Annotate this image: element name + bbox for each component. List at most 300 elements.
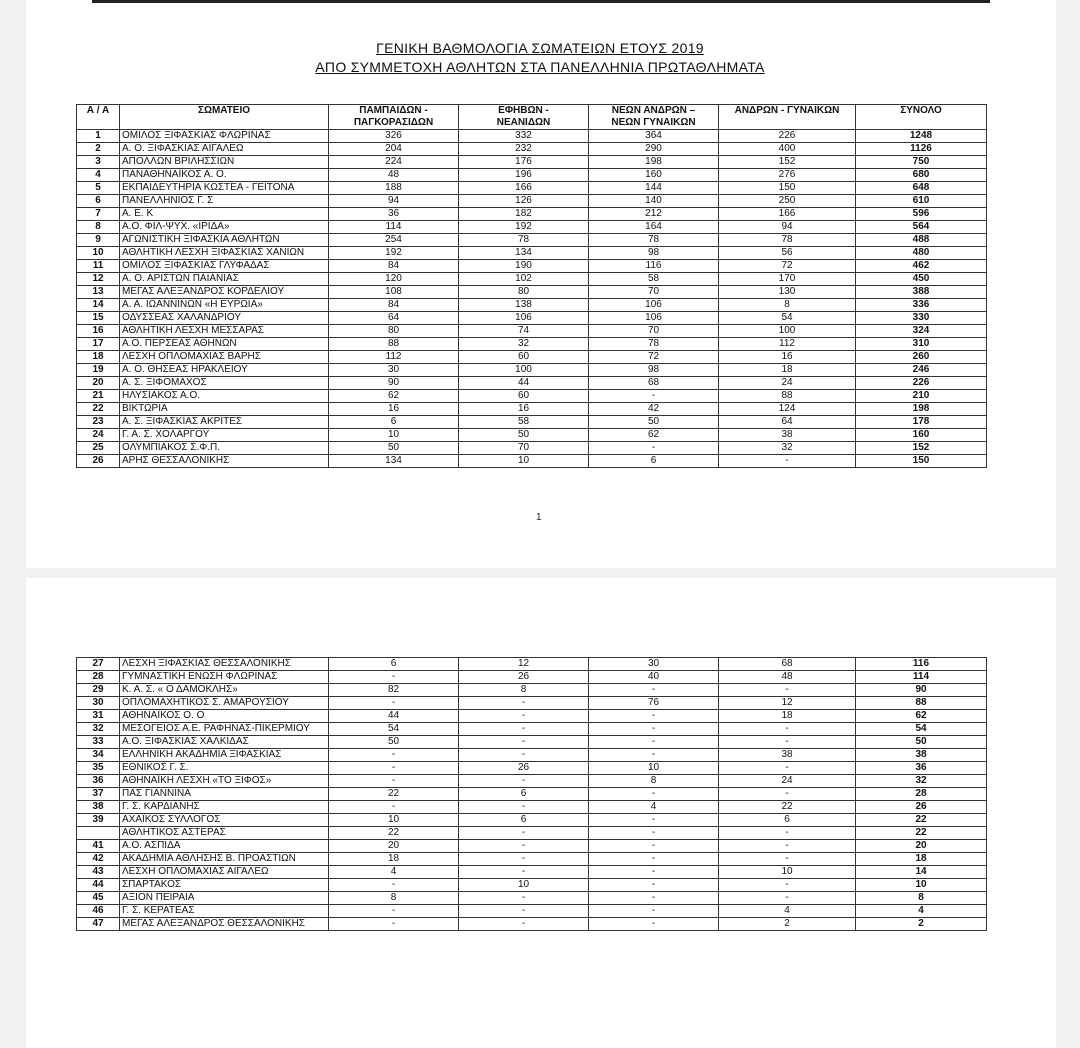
rank-cell: 19 [77, 364, 120, 377]
table-row [77, 221, 987, 234]
table-row [77, 143, 987, 156]
efivon-cell: 166 [459, 182, 589, 195]
andron-cell: 100 [719, 325, 856, 338]
pampaidon-cell: 254 [329, 234, 459, 247]
total-cell: 22 [856, 814, 987, 827]
club-name-cell: ΛΕΣΧΗ ΞΙΦΑΣΚΙΑΣ ΘΕΣΣΑΛΟΝΙΚΗΣ [120, 658, 329, 671]
efivon-cell: - [459, 710, 589, 723]
andron-cell: 32 [719, 442, 856, 455]
andron-cell: 130 [719, 286, 856, 299]
total-cell: 116 [856, 658, 987, 671]
neon-cell: 78 [589, 234, 719, 247]
efivon-cell: 16 [459, 403, 589, 416]
club-name-cell: Α. Σ. ΞΙΦΟΜΑΧΟΣ [120, 377, 329, 390]
neon-cell: - [589, 866, 719, 879]
andron-cell: 8 [719, 299, 856, 312]
table-row [77, 260, 987, 273]
total-cell: 28 [856, 788, 987, 801]
pampaidon-cell: - [329, 762, 459, 775]
table-row [77, 325, 987, 338]
efivon-cell: 44 [459, 377, 589, 390]
neon-cell: - [589, 684, 719, 697]
club-name-cell: ΑΘΛΗΤΙΚΗ ΛΕΣΧΗ ΞΙΦΑΣΚΙΑΣ ΧΑΝΙΩΝ [120, 247, 329, 260]
club-name-cell: ΟΜΙΛΟΣ ΞΙΦΑΣΚΙΑΣ ΦΛΩΡΙΝΑΣ [120, 130, 329, 143]
total-cell: 20 [856, 840, 987, 853]
club-name-cell: ΠΑΝΕΛΛΗΝΙΟΣ Γ. Σ [120, 195, 329, 208]
andron-cell: 124 [719, 403, 856, 416]
pampaidon-cell: 50 [329, 442, 459, 455]
efivon-cell: - [459, 827, 589, 840]
club-name-cell: ΣΠΑΡΤΑΚΟΣ [120, 879, 329, 892]
table-row [77, 182, 987, 195]
andron-cell: - [719, 892, 856, 905]
neon-cell: 68 [589, 377, 719, 390]
efivon-cell: 182 [459, 208, 589, 221]
rank-cell: 21 [77, 390, 120, 403]
neon-cell: 62 [589, 429, 719, 442]
rank-cell: 17 [77, 338, 120, 351]
efivon-cell: 196 [459, 169, 589, 182]
table-row [77, 416, 987, 429]
club-name-cell: ΑΘΗΝΑΪΚΟΣ Ο. Ο [120, 710, 329, 723]
neon-cell: - [589, 879, 719, 892]
ranking-table-page-2 [76, 657, 987, 931]
total-cell: 178 [856, 416, 987, 429]
pampaidon-cell: 192 [329, 247, 459, 260]
table-row [77, 749, 987, 762]
header-club: ΣΩΜΑΤΕΙΟ [120, 105, 329, 130]
neon-cell: - [589, 840, 719, 853]
pampaidon-cell: 326 [329, 130, 459, 143]
rank-cell: 29 [77, 684, 120, 697]
efivon-cell: 100 [459, 364, 589, 377]
andron-cell: 112 [719, 338, 856, 351]
table-row [77, 762, 987, 775]
andron-cell: 150 [719, 182, 856, 195]
table-row [77, 892, 987, 905]
efivon-cell: - [459, 918, 589, 931]
neon-cell: 98 [589, 364, 719, 377]
total-cell: 564 [856, 221, 987, 234]
rank-cell: 22 [77, 403, 120, 416]
total-cell: 10 [856, 879, 987, 892]
efivon-cell: - [459, 736, 589, 749]
total-cell: 32 [856, 775, 987, 788]
pampaidon-cell: 114 [329, 221, 459, 234]
andron-cell: 88 [719, 390, 856, 403]
rank-cell: 18 [77, 351, 120, 364]
rank-cell: 46 [77, 905, 120, 918]
table-row [77, 671, 987, 684]
table-row [77, 723, 987, 736]
pampaidon-cell: 16 [329, 403, 459, 416]
rank-cell: 28 [77, 671, 120, 684]
header-neon: ΝΕΩΝ ΑΝΔΡΩΝ – ΝΕΩΝ ΓΥΝΑΙΚΩΝ [589, 105, 719, 130]
club-name-cell: ΑΘΛΗΤΙΚΗ ΛΕΣΧΗ ΜΕΣΣΑΡΑΣ [120, 325, 329, 338]
total-cell: 50 [856, 736, 987, 749]
table-row [77, 788, 987, 801]
neon-cell: 140 [589, 195, 719, 208]
total-cell: 90 [856, 684, 987, 697]
table-row [77, 455, 987, 468]
pampaidon-cell: 224 [329, 156, 459, 169]
efivon-cell: 58 [459, 416, 589, 429]
total-cell: 150 [856, 455, 987, 468]
pampaidon-cell: - [329, 918, 459, 931]
neon-cell: 212 [589, 208, 719, 221]
neon-cell: - [589, 827, 719, 840]
table-row [77, 905, 987, 918]
table-row [77, 351, 987, 364]
neon-cell: 40 [589, 671, 719, 684]
total-cell: 26 [856, 801, 987, 814]
andron-cell: 4 [719, 905, 856, 918]
andron-cell: 226 [719, 130, 856, 143]
andron-cell: - [719, 840, 856, 853]
rank-cell: 3 [77, 156, 120, 169]
document-subtitle: ΑΠΟ ΣΥΜΜΕΤΟΧΗ ΑΘΛΗΤΩΝ ΣΤΑ ΠΑΝΕΛΛΗΝΙΑ ΠΡΩΤΑΘΛΗΜΑΤΑ [315, 59, 765, 75]
club-name-cell: Α. Ο. ΞΙΦΑΣΚΙΑΣ ΑΙΓΑΛΕΩ [120, 143, 329, 156]
table-row [77, 775, 987, 788]
efivon-cell: 138 [459, 299, 589, 312]
efivon-cell: 74 [459, 325, 589, 338]
andron-cell: 12 [719, 697, 856, 710]
andron-cell: 38 [719, 749, 856, 762]
club-name-cell: Α. Σ. ΞΙΦΑΣΚΙΑΣ ΑΚΡΙΤΕΣ [120, 416, 329, 429]
pampaidon-cell: 44 [329, 710, 459, 723]
rank-cell: 6 [77, 195, 120, 208]
total-cell: 488 [856, 234, 987, 247]
efivon-cell: 126 [459, 195, 589, 208]
ranking-table-page-1 [76, 104, 987, 468]
table-row [77, 390, 987, 403]
club-name-cell: ΑΧΑΪΚΟΣ ΣΥΛΛΟΓΟΣ [120, 814, 329, 827]
total-cell: 388 [856, 286, 987, 299]
rank-cell: 30 [77, 697, 120, 710]
efivon-cell: 10 [459, 455, 589, 468]
rank-cell: 45 [77, 892, 120, 905]
total-cell: 4 [856, 905, 987, 918]
efivon-cell: 50 [459, 429, 589, 442]
efivon-cell: - [459, 723, 589, 736]
andron-cell: 152 [719, 156, 856, 169]
andron-cell: 250 [719, 195, 856, 208]
table-row [77, 156, 987, 169]
total-cell: 2 [856, 918, 987, 931]
rank-cell: 13 [77, 286, 120, 299]
total-cell: 62 [856, 710, 987, 723]
andron-cell: 400 [719, 143, 856, 156]
club-name-cell: Α. Ε. Κ [120, 208, 329, 221]
efivon-cell: 26 [459, 671, 589, 684]
pampaidon-cell: 30 [329, 364, 459, 377]
efivon-cell: - [459, 892, 589, 905]
pampaidon-cell: 36 [329, 208, 459, 221]
andron-cell: 18 [719, 364, 856, 377]
club-name-cell: Α.Ο. ΑΣΠΙΔΑ [120, 840, 329, 853]
club-name-cell: ΕΛΛΗΝΙΚΗ ΑΚΑΔΗΜΙΑ ΞΙΦΑΣΚΙΑΣ [120, 749, 329, 762]
total-cell: 750 [856, 156, 987, 169]
club-name-cell: Γ. Σ. ΚΑΡΔΙΑΝΗΣ [120, 801, 329, 814]
pampaidon-cell: 108 [329, 286, 459, 299]
pampaidon-cell: 90 [329, 377, 459, 390]
club-name-cell: ΒΙΚΤΩΡΙΑ [120, 403, 329, 416]
club-name-cell: ΑΘΗΝΑΪΚΗ ΛΕΣΧΗ «ΤΟ ΞΙΦΟΣ» [120, 775, 329, 788]
pampaidon-cell: 80 [329, 325, 459, 338]
table-row [77, 736, 987, 749]
efivon-cell: 332 [459, 130, 589, 143]
club-name-cell: ΛΕΣΧΗ ΟΠΛΟΜΑΧΙΑΣ ΑΙΓΑΛΕΩ [120, 866, 329, 879]
header-pampaidon: ΠΑΜΠΑΙΔΩΝ - ΠΑΓΚΟΡΑΣΙΔΩΝ [329, 105, 459, 130]
neon-cell: 76 [589, 697, 719, 710]
efivon-cell: - [459, 801, 589, 814]
neon-cell: 160 [589, 169, 719, 182]
efivon-cell: 192 [459, 221, 589, 234]
page-number: 1 [536, 512, 542, 523]
club-name-cell: Α. Ο. ΑΡΙΣΤΩΝ ΠΑΙΑΝΙΑΣ [120, 273, 329, 286]
club-name-cell: ΜΕΣΟΓΕΙΟΣ Α.Ε. ΡΑΦΗΝΑΣ-ΠΙΚΕΡΜΙΟΥ [120, 723, 329, 736]
table-row [77, 710, 987, 723]
andron-cell: 170 [719, 273, 856, 286]
total-cell: 260 [856, 351, 987, 364]
pampaidon-cell: 10 [329, 814, 459, 827]
pampaidon-cell: 18 [329, 853, 459, 866]
club-name-cell: ΜΕΓΑΣ ΑΛΕΞΑΝΔΡΟΣ ΚΟΡΔΕΛΙΟΥ [120, 286, 329, 299]
rank-cell: 10 [77, 247, 120, 260]
andron-cell: - [719, 455, 856, 468]
table-row [77, 208, 987, 221]
neon-cell: 106 [589, 299, 719, 312]
pampaidon-cell: - [329, 671, 459, 684]
total-cell: 114 [856, 671, 987, 684]
efivon-cell: - [459, 853, 589, 866]
table-row [77, 658, 987, 671]
andron-cell: - [719, 723, 856, 736]
rank-cell: 8 [77, 221, 120, 234]
neon-cell: 70 [589, 325, 719, 338]
andron-cell: 94 [719, 221, 856, 234]
table-row [77, 827, 987, 840]
efivon-cell: 102 [459, 273, 589, 286]
club-name-cell: ΕΘΝΙΚΟΣ Γ. Σ. [120, 762, 329, 775]
neon-cell: 98 [589, 247, 719, 260]
club-name-cell: ΟΠΛΟΜΑΧΗΤΙΚΟΣ Σ. ΑΜΑΡΟΥΣΙΟΥ [120, 697, 329, 710]
efivon-cell: 78 [459, 234, 589, 247]
club-name-cell: ΜΕΓΑΣ ΑΛΕΞΑΝΔΡΟΣ ΘΕΣΣΑΛΟΝΙΚΗΣ [120, 918, 329, 931]
pampaidon-cell: 8 [329, 892, 459, 905]
efivon-cell: 8 [459, 684, 589, 697]
rank-cell: 2 [77, 143, 120, 156]
neon-cell: 8 [589, 775, 719, 788]
table-row [77, 403, 987, 416]
rank-cell: 23 [77, 416, 120, 429]
rank-cell: 31 [77, 710, 120, 723]
club-name-cell: ΑΡΗΣ ΘΕΣΣΑΛΟΝΙΚΗΣ [120, 455, 329, 468]
rank-cell: 14 [77, 299, 120, 312]
rank-cell: 44 [77, 879, 120, 892]
pampaidon-cell: 112 [329, 351, 459, 364]
neon-cell: 4 [589, 801, 719, 814]
andron-cell: 166 [719, 208, 856, 221]
pampaidon-cell: 120 [329, 273, 459, 286]
header-efivon: ΕΦΗΒΩΝ - ΝΕΑΝΙΔΩΝ [459, 105, 589, 130]
pampaidon-cell: 94 [329, 195, 459, 208]
neon-cell: 10 [589, 762, 719, 775]
header-andron: ΑΝΔΡΩΝ - ΓΥΝΑΙΚΩΝ [719, 105, 856, 130]
table-row [77, 130, 987, 143]
club-name-cell: Α.Ο. ΠΕΡΣΕΑΣ ΑΘΗΝΩΝ [120, 338, 329, 351]
andron-cell: 72 [719, 260, 856, 273]
total-cell: 480 [856, 247, 987, 260]
andron-cell: 6 [719, 814, 856, 827]
rank-cell: 24 [77, 429, 120, 442]
total-cell: 1248 [856, 130, 987, 143]
club-name-cell: Γ. Σ. ΚΕΡΑΤΕΑΣ [120, 905, 329, 918]
neon-cell: 364 [589, 130, 719, 143]
table-row [77, 429, 987, 442]
efivon-cell: 176 [459, 156, 589, 169]
efivon-cell: 106 [459, 312, 589, 325]
total-cell: 210 [856, 390, 987, 403]
total-cell: 22 [856, 827, 987, 840]
andron-cell: 22 [719, 801, 856, 814]
rank-cell: 41 [77, 840, 120, 853]
pampaidon-cell: 64 [329, 312, 459, 325]
total-cell: 160 [856, 429, 987, 442]
header-total: ΣΥΝΟΛΟ [856, 105, 987, 130]
club-name-cell: Α.Ο. ΦΙΛ-ΨΥΧ. «ΙΡΙΔΑ» [120, 221, 329, 234]
club-name-cell: Γ. Α. Σ. ΧΟΛΑΡΓΟΥ [120, 429, 329, 442]
rank-cell: 35 [77, 762, 120, 775]
club-name-cell: ΑΚΑΔΗΜΙΑ ΑΘΛΗΣΗΣ Β. ΠΡΟΑΣΤΙΩΝ [120, 853, 329, 866]
top-rule [92, 0, 990, 3]
table-row [77, 697, 987, 710]
table-row [77, 866, 987, 879]
efivon-cell: 80 [459, 286, 589, 299]
table-header-row [77, 105, 987, 130]
pampaidon-cell: 48 [329, 169, 459, 182]
rank-cell: 34 [77, 749, 120, 762]
total-cell: 8 [856, 892, 987, 905]
neon-cell: 116 [589, 260, 719, 273]
table-row [77, 286, 987, 299]
neon-cell: - [589, 710, 719, 723]
neon-cell: 290 [589, 143, 719, 156]
club-name-cell: ΑΘΛΗΤΙΚΟΣ ΑΣΤΕΡΑΣ [120, 827, 329, 840]
andron-cell: 2 [719, 918, 856, 931]
neon-cell: - [589, 723, 719, 736]
total-cell: 88 [856, 697, 987, 710]
andron-cell: - [719, 879, 856, 892]
andron-cell: 16 [719, 351, 856, 364]
table-row [77, 195, 987, 208]
efivon-cell: 70 [459, 442, 589, 455]
pampaidon-cell: 82 [329, 684, 459, 697]
total-cell: 336 [856, 299, 987, 312]
rank-cell: 39 [77, 814, 120, 827]
total-cell: 596 [856, 208, 987, 221]
document-title: ΓΕΝΙΚΗ ΒΑΘΜΟΛΟΓΙΑ ΣΩΜΑΤΕΙΩΝ ΕΤΟΥΣ 2019 [376, 40, 704, 56]
table-row [77, 684, 987, 697]
efivon-cell: 60 [459, 351, 589, 364]
rank-cell: 32 [77, 723, 120, 736]
club-name-cell: ΑΠΟΛΛΩΝ ΒΡΙΛΗΣΣΙΩΝ [120, 156, 329, 169]
total-cell: 54 [856, 723, 987, 736]
total-cell: 38 [856, 749, 987, 762]
table-row [77, 442, 987, 455]
club-name-cell: Α.Ο. ΞΙΦΑΣΚΙΑΣ ΧΑΛΚΙΔΑΣ [120, 736, 329, 749]
andron-cell: - [719, 684, 856, 697]
total-cell: 198 [856, 403, 987, 416]
club-name-cell: ΟΛΥΜΠΙΑΚΟΣ Σ.Φ.Π. [120, 442, 329, 455]
rank-cell: 11 [77, 260, 120, 273]
pampaidon-cell: - [329, 749, 459, 762]
andron-cell: 68 [719, 658, 856, 671]
rank-cell: 37 [77, 788, 120, 801]
neon-cell: 70 [589, 286, 719, 299]
efivon-cell: - [459, 775, 589, 788]
andron-cell: 24 [719, 377, 856, 390]
rank-cell: 25 [77, 442, 120, 455]
pampaidon-cell: 22 [329, 827, 459, 840]
rank-cell: 38 [77, 801, 120, 814]
club-name-cell: ΛΕΣΧΗ ΟΠΛΟΜΑΧΙΑΣ ΒΑΡΗΣ [120, 351, 329, 364]
pampaidon-cell: - [329, 801, 459, 814]
neon-cell: 198 [589, 156, 719, 169]
andron-cell: - [719, 788, 856, 801]
efivon-cell: 32 [459, 338, 589, 351]
pampaidon-cell: 88 [329, 338, 459, 351]
rank-cell: 16 [77, 325, 120, 338]
club-name-cell: ΕΚΠΑΙΔΕΥΤΗΡΙΑ ΚΩΣΤΕΑ - ΓΕΙΤΟΝΑ [120, 182, 329, 195]
neon-cell: 164 [589, 221, 719, 234]
andron-cell: 38 [719, 429, 856, 442]
andron-cell: 18 [719, 710, 856, 723]
total-cell: 152 [856, 442, 987, 455]
andron-cell: 24 [719, 775, 856, 788]
header-aa: Α / Α [77, 105, 120, 130]
neon-cell: - [589, 853, 719, 866]
andron-cell: - [719, 853, 856, 866]
club-name-cell: Κ. Α. Σ. « Ο ΔΑΜΟΚΛΗΣ» [120, 684, 329, 697]
neon-cell: 106 [589, 312, 719, 325]
efivon-cell: 6 [459, 788, 589, 801]
total-cell: 1126 [856, 143, 987, 156]
club-name-cell: Α. Α. ΙΩΑΝΝΙΝΩΝ «Η ΕΥΡΩΙΑ» [120, 299, 329, 312]
total-cell: 330 [856, 312, 987, 325]
table-row [77, 312, 987, 325]
neon-cell: - [589, 390, 719, 403]
pampaidon-cell: 20 [329, 840, 459, 853]
club-name-cell: ΗΛΥΣΙΑΚΟΣ Α.Ο. [120, 390, 329, 403]
total-cell: 226 [856, 377, 987, 390]
table-row [77, 364, 987, 377]
rank-cell: 27 [77, 658, 120, 671]
andron-cell: 54 [719, 312, 856, 325]
table-row [77, 377, 987, 390]
pampaidon-cell: 4 [329, 866, 459, 879]
club-name-cell: ΟΜΙΛΟΣ ΞΙΦΑΣΚΙΑΣ ΓΛΥΦΑΔΑΣ [120, 260, 329, 273]
efivon-cell: 60 [459, 390, 589, 403]
rank-cell: 43 [77, 866, 120, 879]
total-cell: 610 [856, 195, 987, 208]
rank-cell: 12 [77, 273, 120, 286]
rank-cell: 26 [77, 455, 120, 468]
efivon-cell: - [459, 697, 589, 710]
neon-cell: - [589, 788, 719, 801]
neon-cell: - [589, 736, 719, 749]
neon-cell: - [589, 814, 719, 827]
